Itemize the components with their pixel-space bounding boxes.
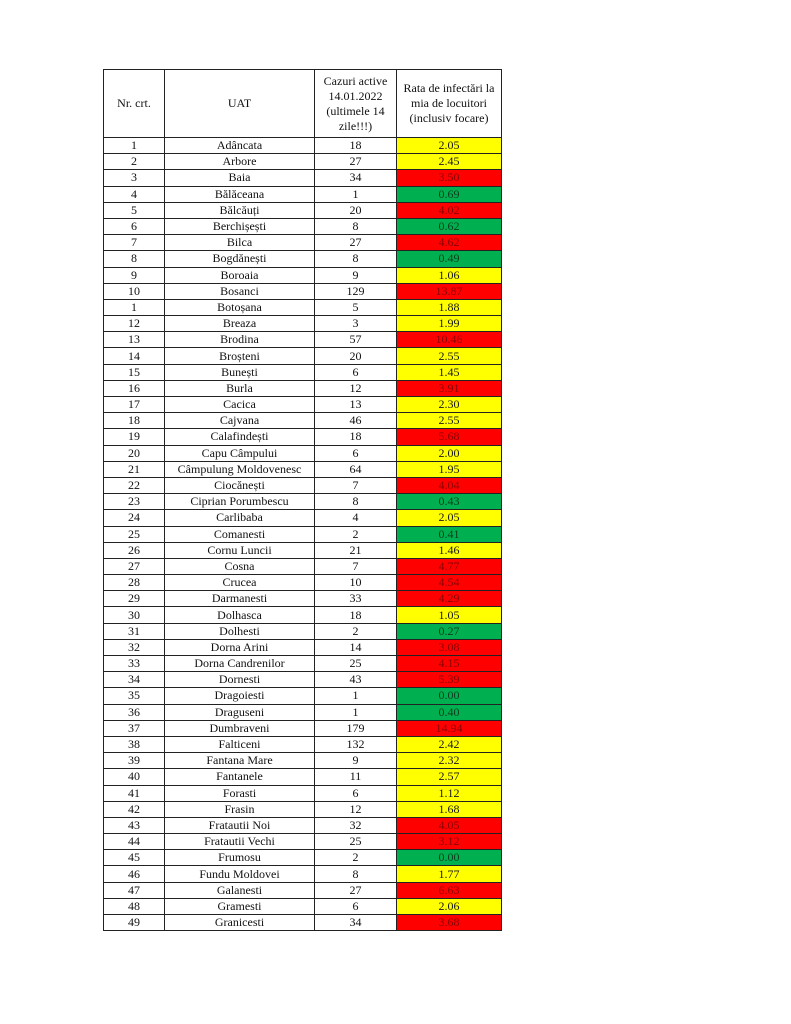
cell-nr: 37 [104,720,165,736]
cell-nr: 44 [104,834,165,850]
cell-uat: Galanesti [165,882,315,898]
cell-nr: 48 [104,898,165,914]
cell-rate: 0.62 [397,218,502,234]
cell-nr: 31 [104,623,165,639]
table-row [104,364,502,380]
cell-nr: 5 [104,202,165,218]
cell-cases: 6 [315,364,397,380]
cell-uat: Dolhasca [165,607,315,623]
cell-rate: 3.12 [397,834,502,850]
cell-rate: 3.68 [397,915,502,931]
cell-rate: 5.68 [397,429,502,445]
table-row [104,251,502,267]
cell-nr: 26 [104,542,165,558]
cell-rate: 10.46 [397,332,502,348]
cell-nr: 14 [104,348,165,364]
cell-rate: 4.05 [397,817,502,833]
table-row [104,591,502,607]
table-row [104,785,502,801]
cell-cases: 25 [315,656,397,672]
cell-uat: Draguseni [165,704,315,720]
header-row [104,70,502,138]
cell-uat: Bogdănești [165,251,315,267]
cell-nr: 46 [104,866,165,882]
table-row [104,607,502,623]
cell-cases: 8 [315,251,397,267]
cell-uat: Cornu Luncii [165,542,315,558]
cell-uat: Brodina [165,332,315,348]
table-row [104,736,502,752]
table-row [104,672,502,688]
table-row [104,623,502,639]
cell-nr: 34 [104,672,165,688]
cell-uat: Ciprian Porumbescu [165,494,315,510]
table-row [104,542,502,558]
table-row [104,154,502,170]
cell-nr: 43 [104,817,165,833]
table-row [104,235,502,251]
cell-nr: 12 [104,316,165,332]
cell-cases: 18 [315,607,397,623]
cell-uat: Crucea [165,575,315,591]
cell-rate: 1.05 [397,607,502,623]
cell-cases: 9 [315,267,397,283]
cell-nr: 35 [104,688,165,704]
table-row [104,429,502,445]
cell-uat: Dorna Arini [165,639,315,655]
cell-rate: 2.00 [397,445,502,461]
cell-nr: 49 [104,915,165,931]
cell-rate: 2.55 [397,413,502,429]
table-row [104,510,502,526]
cell-cases: 6 [315,898,397,914]
cell-rate: 2.05 [397,510,502,526]
table-row [104,316,502,332]
header-uat: UAT [165,70,315,138]
cell-cases: 2 [315,526,397,542]
cell-nr: 10 [104,283,165,299]
cell-nr: 30 [104,607,165,623]
cell-rate: 4.15 [397,656,502,672]
cell-nr: 19 [104,429,165,445]
cell-nr: 18 [104,413,165,429]
cell-uat: Frasin [165,801,315,817]
cell-uat: Bosanci [165,283,315,299]
cell-uat: Carlibaba [165,510,315,526]
cell-nr: 28 [104,575,165,591]
cell-cases: 132 [315,736,397,752]
cell-cases: 8 [315,494,397,510]
cell-uat: Ciocănești [165,477,315,493]
cell-uat: Dumbraveni [165,720,315,736]
cell-rate: 0.43 [397,494,502,510]
cell-cases: 46 [315,413,397,429]
cell-rate: 6.63 [397,882,502,898]
cell-cases: 34 [315,915,397,931]
cell-uat: Bunești [165,364,315,380]
table-row [104,639,502,655]
cell-cases: 1 [315,704,397,720]
table-row [104,348,502,364]
cell-rate: 1.46 [397,542,502,558]
cell-uat: Adâncata [165,138,315,154]
cell-cases: 1 [315,186,397,202]
infection-rate-table [103,69,502,931]
header-rate: Rata de infectări la mia de locuitori (inclusiv focare) [397,70,502,138]
cell-cases: 5 [315,299,397,315]
cell-cases: 4 [315,510,397,526]
cell-cases: 8 [315,866,397,882]
cell-uat: Cajvana [165,413,315,429]
cell-uat: Fundu Moldovei [165,866,315,882]
table-row [104,267,502,283]
table-row [104,753,502,769]
cell-rate: 4.02 [397,202,502,218]
cell-rate: 4.29 [397,591,502,607]
table-row [104,866,502,882]
cell-rate: 4.04 [397,477,502,493]
cell-rate: 0.49 [397,251,502,267]
cell-uat: Câmpulung Moldovenesc [165,461,315,477]
cell-nr: 4 [104,186,165,202]
cell-cases: 18 [315,138,397,154]
table-row [104,202,502,218]
cell-nr: 8 [104,251,165,267]
cell-uat: Bălăceana [165,186,315,202]
cell-cases: 21 [315,542,397,558]
cell-cases: 14 [315,639,397,655]
cell-rate: 0.00 [397,688,502,704]
table-row [104,170,502,186]
cell-nr: 16 [104,380,165,396]
cell-cases: 20 [315,348,397,364]
table-row [104,477,502,493]
cell-uat: Darmanesti [165,591,315,607]
table-row [104,850,502,866]
cell-cases: 18 [315,429,397,445]
cell-rate: 2.30 [397,397,502,413]
cell-rate: 1.95 [397,461,502,477]
cell-rate: 2.55 [397,348,502,364]
cell-nr: 47 [104,882,165,898]
cell-rate: 2.57 [397,769,502,785]
cell-rate: 2.32 [397,753,502,769]
cell-nr: 45 [104,850,165,866]
cell-cases: 6 [315,785,397,801]
table-row [104,283,502,299]
cell-uat: Baia [165,170,315,186]
cell-nr: 22 [104,477,165,493]
cell-uat: Bălcăuți [165,202,315,218]
cell-nr: 38 [104,736,165,752]
cell-nr: 29 [104,591,165,607]
table-row [104,558,502,574]
table-row [104,413,502,429]
cell-nr: 41 [104,785,165,801]
cell-cases: 32 [315,817,397,833]
cell-uat: Fantana Mare [165,753,315,769]
table-row [104,218,502,234]
cell-rate: 0.69 [397,186,502,202]
cell-nr: 33 [104,656,165,672]
cell-rate: 0.41 [397,526,502,542]
cell-rate: 4.77 [397,558,502,574]
cell-nr: 2 [104,154,165,170]
cell-rate: 1.99 [397,316,502,332]
cell-uat: Dorna Candrenilor [165,656,315,672]
cell-cases: 57 [315,332,397,348]
cell-rate: 2.06 [397,898,502,914]
table-row [104,801,502,817]
table-row [104,526,502,542]
cell-uat: Breaza [165,316,315,332]
table-row [104,817,502,833]
cell-uat: Gramesti [165,898,315,914]
cell-uat: Comanesti [165,526,315,542]
cell-rate: 3.91 [397,380,502,396]
cell-uat: Falticeni [165,736,315,752]
cell-cases: 43 [315,672,397,688]
cell-uat: Broșteni [165,348,315,364]
cell-cases: 27 [315,235,397,251]
table-row [104,704,502,720]
cell-uat: Frumosu [165,850,315,866]
cell-uat: Dragoiesti [165,688,315,704]
cell-cases: 11 [315,769,397,785]
table-row [104,834,502,850]
cell-cases: 12 [315,801,397,817]
cell-cases: 179 [315,720,397,736]
cell-rate: 4.54 [397,575,502,591]
cell-nr: 3 [104,170,165,186]
cell-rate: 0.27 [397,623,502,639]
cell-rate: 3.50 [397,170,502,186]
table-row [104,299,502,315]
cell-uat: Botoșana [165,299,315,315]
cell-rate: 5.39 [397,672,502,688]
cell-uat: Granicesti [165,915,315,931]
cell-cases: 12 [315,380,397,396]
cell-cases: 8 [315,218,397,234]
cell-cases: 6 [315,445,397,461]
cell-uat: Arbore [165,154,315,170]
cell-rate: 3.08 [397,639,502,655]
cell-cases: 20 [315,202,397,218]
cell-cases: 25 [315,834,397,850]
cell-nr: 21 [104,461,165,477]
cell-cases: 13 [315,397,397,413]
cell-cases: 27 [315,154,397,170]
cell-cases: 27 [315,882,397,898]
cell-rate: 1.68 [397,801,502,817]
table-row [104,397,502,413]
cell-uat: Burla [165,380,315,396]
table-body [104,138,502,931]
table-row [104,461,502,477]
cell-rate: 2.42 [397,736,502,752]
cell-cases: 1 [315,688,397,704]
cell-rate: 4.62 [397,235,502,251]
table-row [104,769,502,785]
cell-rate: 13.87 [397,283,502,299]
cell-cases: 10 [315,575,397,591]
table-row [104,656,502,672]
cell-cases: 7 [315,477,397,493]
cell-uat: Cacica [165,397,315,413]
cell-nr: 9 [104,267,165,283]
cell-rate: 1.77 [397,866,502,882]
cell-nr: 1 [104,299,165,315]
cell-uat: Fratautii Vechi [165,834,315,850]
cell-uat: Fratautii Noi [165,817,315,833]
cell-nr: 42 [104,801,165,817]
table-row [104,720,502,736]
cell-cases: 33 [315,591,397,607]
cell-cases: 34 [315,170,397,186]
cell-nr: 20 [104,445,165,461]
cell-nr: 39 [104,753,165,769]
table-row [104,688,502,704]
table-row [104,575,502,591]
table-row [104,380,502,396]
cell-uat: Bilca [165,235,315,251]
cell-cases: 9 [315,753,397,769]
cell-uat: Berchișești [165,218,315,234]
cell-uat: Forasti [165,785,315,801]
cell-nr: 27 [104,558,165,574]
cell-cases: 2 [315,623,397,639]
cell-rate: 1.88 [397,299,502,315]
cell-nr: 36 [104,704,165,720]
cell-rate: 0.40 [397,704,502,720]
cell-rate: 0.00 [397,850,502,866]
cell-uat: Boroaia [165,267,315,283]
header-cases: Cazuri active 14.01.2022 (ultimele 14 zile!!!) [315,70,397,138]
cell-rate: 2.45 [397,154,502,170]
cell-rate: 1.12 [397,785,502,801]
cell-nr: 6 [104,218,165,234]
table-row [104,445,502,461]
cell-nr: 17 [104,397,165,413]
table-row [104,138,502,154]
table-row [104,332,502,348]
cell-cases: 7 [315,558,397,574]
table-header [104,70,502,138]
cell-cases: 64 [315,461,397,477]
cell-uat: Calafindești [165,429,315,445]
table-row [104,186,502,202]
header-nr: Nr. crt. [104,70,165,138]
cell-nr: 24 [104,510,165,526]
table-row [104,494,502,510]
table-row [104,915,502,931]
cell-rate: 1.06 [397,267,502,283]
table-row [104,882,502,898]
cell-cases: 2 [315,850,397,866]
cell-nr: 32 [104,639,165,655]
cell-uat: Dornesti [165,672,315,688]
cell-nr: 25 [104,526,165,542]
cell-uat: Cosna [165,558,315,574]
cell-cases: 129 [315,283,397,299]
cell-nr: 15 [104,364,165,380]
cell-nr: 13 [104,332,165,348]
table-row [104,898,502,914]
cell-nr: 23 [104,494,165,510]
cell-cases: 3 [315,316,397,332]
cell-uat: Capu Câmpului [165,445,315,461]
cell-uat: Fantanele [165,769,315,785]
cell-nr: 40 [104,769,165,785]
cell-rate: 14.94 [397,720,502,736]
cell-uat: Dolhesti [165,623,315,639]
cell-rate: 1.45 [397,364,502,380]
cell-nr: 7 [104,235,165,251]
cell-rate: 2.05 [397,138,502,154]
cell-nr: 1 [104,138,165,154]
